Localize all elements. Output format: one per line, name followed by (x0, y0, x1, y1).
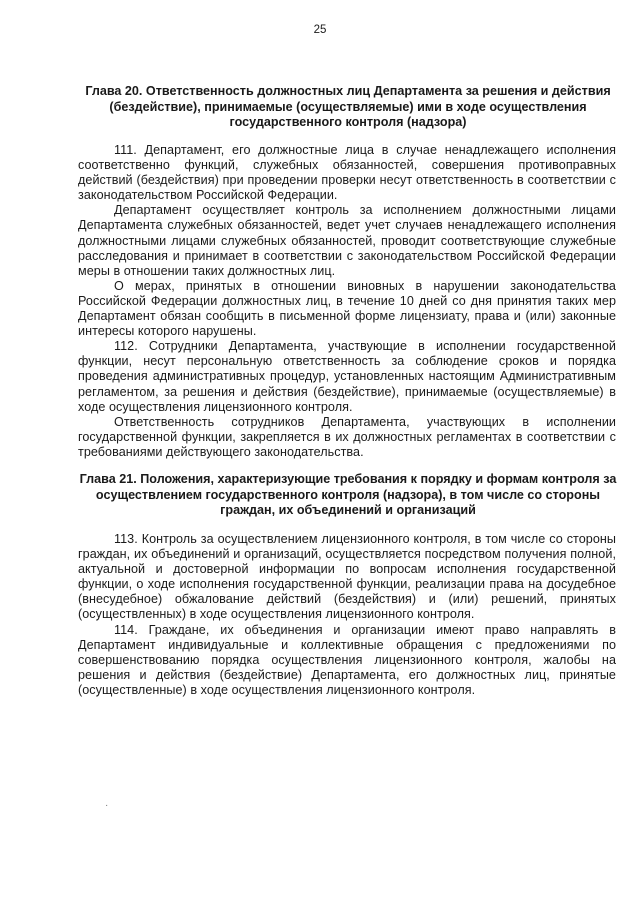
paragraph-112-responsibility: Ответственность сотрудников Департамента, участвующих в исполнении государственной функции, закрепляется в их должностных регламентах в соответствии с требованиями действующего законодательства. (78, 414, 616, 459)
chapter-20-body (78, 143, 616, 460)
page-number: 25 (313, 24, 327, 36)
paragraph-112: 112. Сотрудники Департамента, участвующие в исполнении государственной функции, несут персональную ответственность за соблюдение сроков и порядка проведения административных процедур, установленных настоящим Административным регламентом, за решения и действия (бездействие), принимаемые (осуществляемые) в ходе осуществления лицензионного контроля. (78, 339, 616, 414)
paragraph-111-measures: О мерах, принятых в отношении виновных в нарушении законодательства Российской Федерации должностных лиц, в течение 10 дней со дня принятия таких мер Департамент обязан сообщить в письменной форме лицензиату, права и (или) законные интересы которого нарушены. (78, 278, 616, 339)
paragraph-113: 113. Контроль за осуществлением лицензионного контроля, в том числе со стороны граждан, их объединений и организаций, осуществляется посредством получения полной, актуальной и достоверной информации по вопросам исполнения государственной функции, о ходе исполнения государственной функции, реализации права на досудебное (внесудебное) обжалование действий (бездействия) и (или) решений, принятых (осуществленных) в ходе осуществления лицензионного контроля. (78, 532, 616, 622)
scan-speck: · (105, 800, 109, 811)
paragraph-111-control: Департамент осуществляет контроль за исполнением должностными лицами Департамента служебных обязанностей, ведет учет случаев ненадлежащего исполнения должностными лицами служебных обязанностей, проводит соответствующие служебные расследования и принимает в соответствии с законодательством Российской Федерации меры в отношении таких должностных лиц. (78, 203, 616, 278)
paragraph-111: 111. Департамент, его должностные лица в случае ненадлежащего исполнения соответственно функций, служебных обязанностей, совершения противоправных действий (бездействия) при проведении проверки несут ответственность в соответствии с законодательством Российской Федерации. (78, 143, 616, 203)
chapter-21-body (78, 532, 616, 698)
paragraph-114: 114. Граждане, их объединения и организации имеют право направлять в Департамент индивидуальные и коллективные обращения с предложениями по совершенствованию порядка осуществления лицензионного контроля, жалобы на решения и действия (бездействие) Департамента, его должностных лиц, принятые (осуществленные) в ходе осуществления лицензионного контроля. (78, 622, 616, 697)
chapter-21-title: Глава 21. Положения, характеризующие требования к порядку и формам контроля за осуществлением государственного контроля (надзора), в том числе со стороны граждан, их объединений и организаций (79, 472, 617, 517)
chapter-20-title: Глава 20. Ответственность должностных лиц Департамента за решения и действия (бездействие), принимаемые (осуществляемые) ими в ходе осуществления государственного контроля (надзора) (85, 84, 611, 129)
